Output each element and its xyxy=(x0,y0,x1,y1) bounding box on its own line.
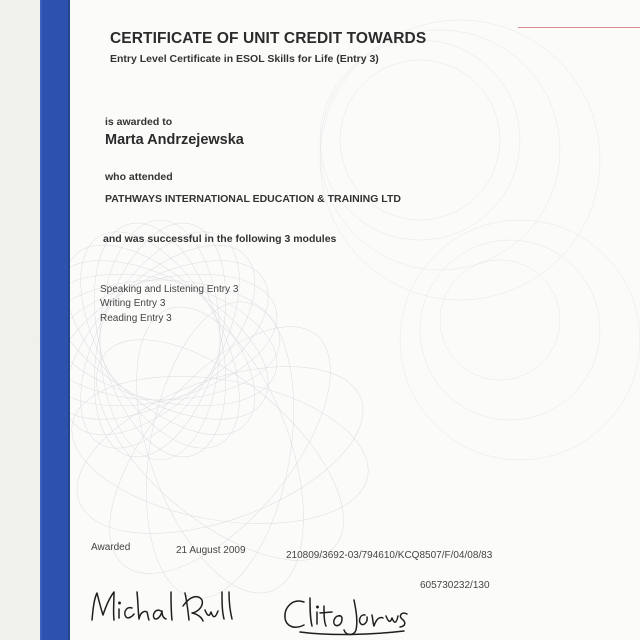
attended-label: who attended xyxy=(105,171,173,183)
success-statement: and was successful in the following 3 modules xyxy=(103,233,337,245)
institution-name: PATHWAYS INTERNATIONAL EDUCATION & TRAINING LTD xyxy=(105,193,401,205)
awarded-label: Awarded xyxy=(91,542,131,553)
recipient-name: Marta Andrzejewska xyxy=(105,132,244,148)
red-rule-line xyxy=(518,27,640,28)
blue-border-stripe xyxy=(40,0,70,640)
module-item: Writing Entry 3 xyxy=(100,298,166,309)
module-item: Reading Entry 3 xyxy=(100,313,172,324)
module-item: Speaking and Listening Entry 3 xyxy=(100,284,239,295)
certificate-title: CERTIFICATE OF UNIT CREDIT TOWARDS xyxy=(110,30,427,47)
signature-image xyxy=(280,594,410,640)
awarded-to-label: is awarded to xyxy=(105,116,173,128)
reference-code: 210809/3692-03/794610/KCQ8507/F/04/08/83 xyxy=(286,550,493,561)
certificate-number: 605730232/130 xyxy=(420,580,490,591)
signature-image xyxy=(86,584,236,632)
certificate-subtitle: Entry Level Certificate in ESOL Skills for Life (Entry 3) xyxy=(110,53,379,65)
award-date: 21 August 2009 xyxy=(176,545,246,556)
paper-edge xyxy=(0,0,40,640)
